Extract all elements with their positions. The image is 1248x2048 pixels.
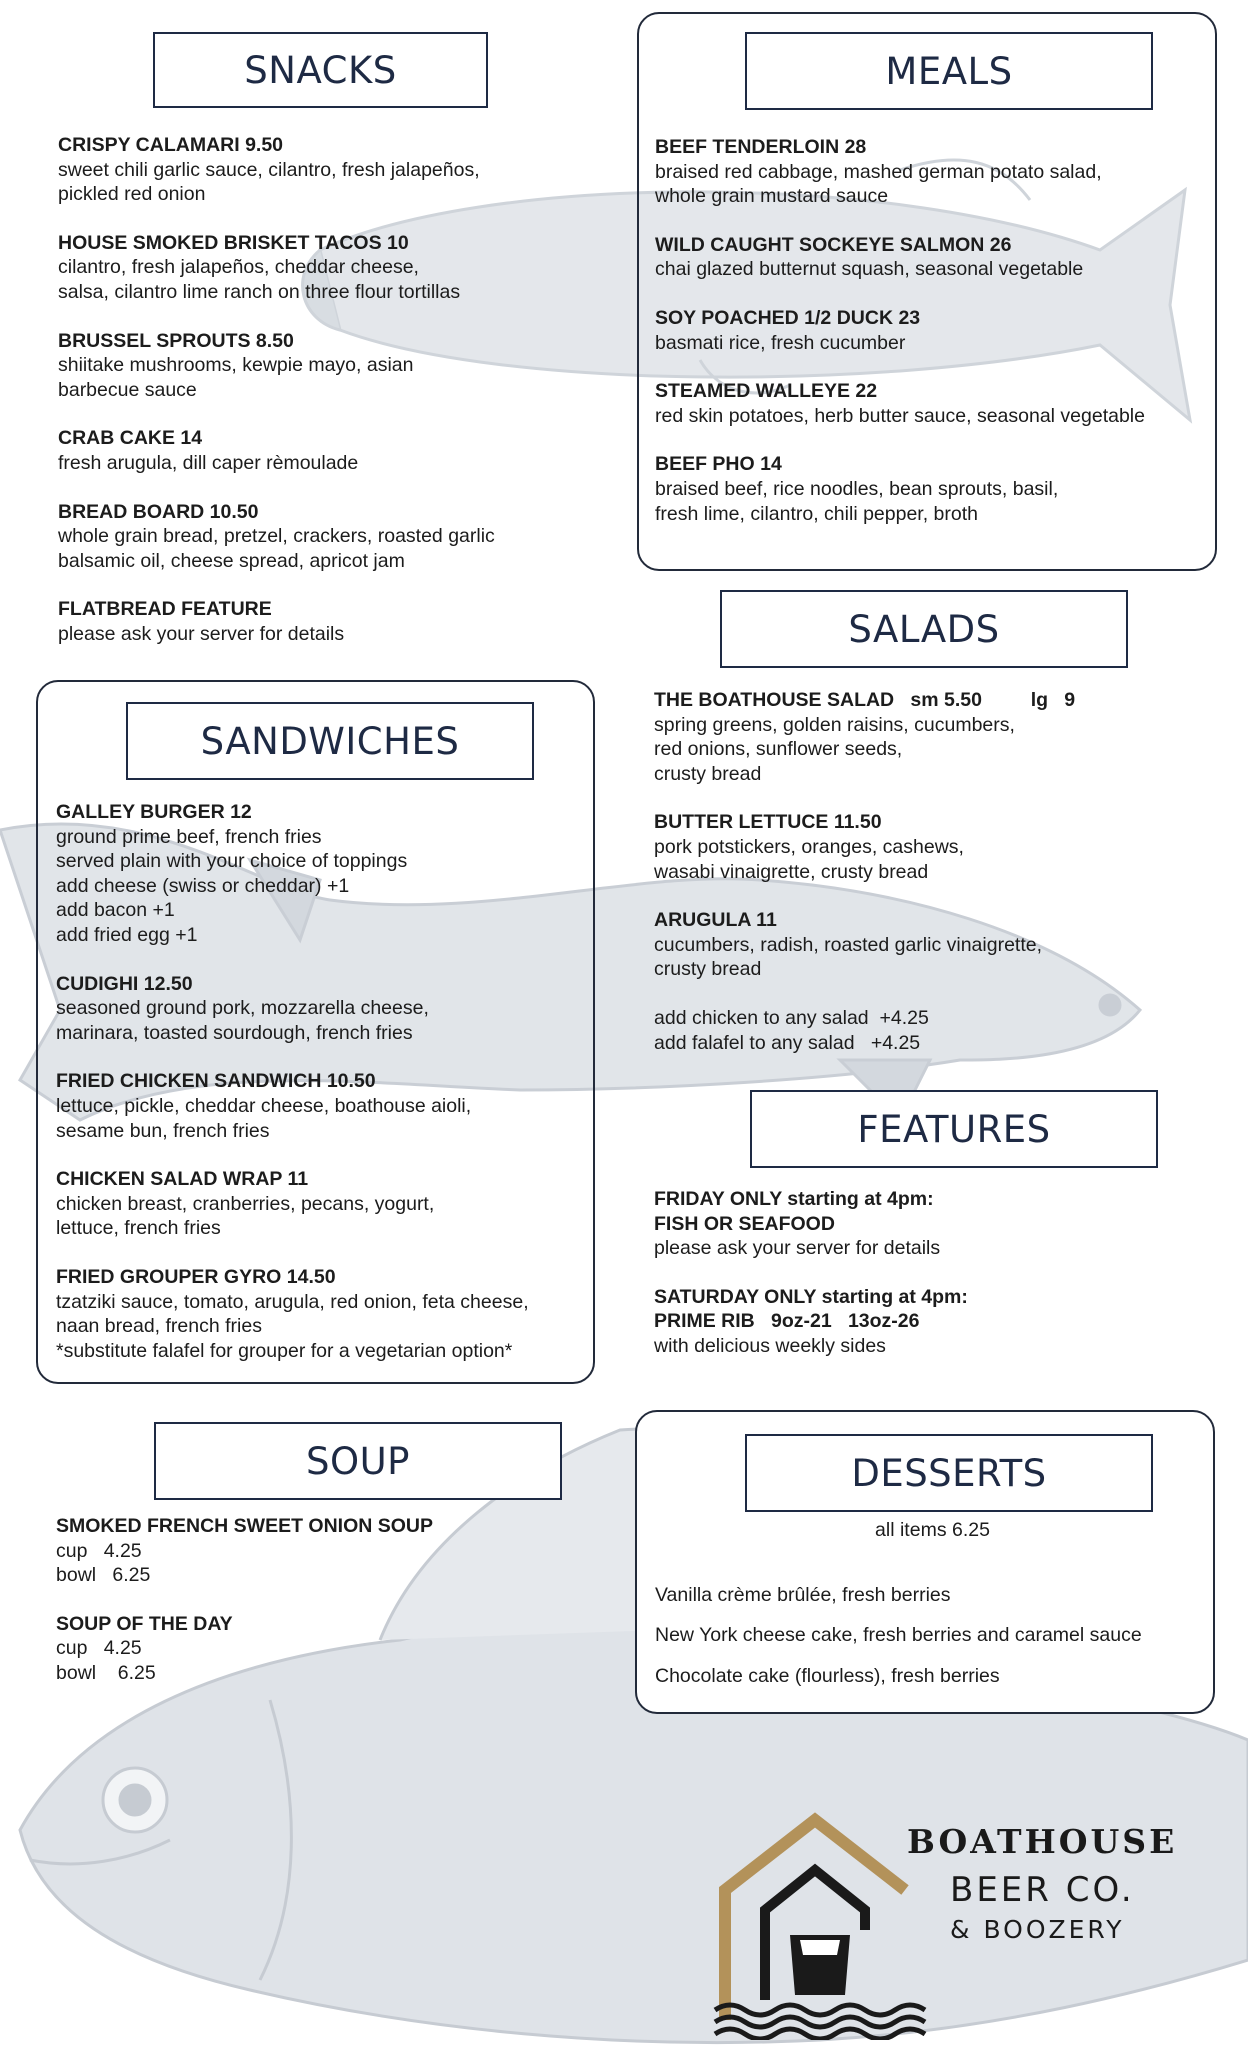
item-name: ARUGULA 11: [654, 909, 777, 932]
item-desc: ground prime beef, french fries: [56, 825, 322, 848]
logo-boozery-text: & BOOZERY: [950, 1915, 1125, 1944]
snacks-section: [40, 30, 600, 650]
item-desc: crusty bread: [654, 958, 762, 981]
sandwiches-items: [56, 800, 591, 1387]
menu-item: [655, 379, 1210, 428]
item-desc: tzatziki sauce, tomato, arugula, red onion, feta cheese,: [56, 1290, 529, 1313]
logo-beerco-text: BEER CO.: [950, 1870, 1135, 1910]
item-desc: whole grain mustard sauce: [655, 185, 889, 208]
menu-item: [56, 1167, 591, 1241]
dessert-item: Vanilla crème brûlée, fresh berries: [655, 1583, 951, 1606]
item-name: FRIDAY ONLY starting at 4pm:: [654, 1188, 934, 1210]
meals-section: [637, 12, 1217, 571]
item-name: WILD CAUGHT SOCKEYE SALMON 26: [655, 233, 1012, 256]
soup-title: SOUP: [305, 1439, 410, 1483]
menu-item: [655, 135, 1210, 209]
item-name: PRIME RIB 9oz-21 13oz-26: [654, 1310, 920, 1333]
item-desc: seasoned ground pork, mozzarella cheese,: [56, 997, 429, 1020]
snacks-header: [153, 32, 488, 108]
item-desc: crusty bread: [654, 762, 762, 785]
item-desc: cilantro, fresh jalapeños, cheddar cheese,: [58, 256, 419, 279]
item-desc: served plain with your choice of toppings: [56, 850, 408, 873]
item-desc: shiitake mushrooms, kewpie mayo, asian: [58, 354, 414, 377]
item-desc: lettuce, french fries: [56, 1217, 221, 1240]
item-desc: cup 4.25: [56, 1637, 142, 1660]
item-desc: add bacon +1: [56, 899, 175, 922]
menu-item: [655, 233, 1210, 282]
item-desc: sweet chili garlic sauce, cilantro, fresh jalapeños,: [58, 158, 480, 181]
salads-section: [637, 585, 1213, 1065]
meals-items: [655, 135, 1210, 550]
menu-item: [58, 500, 598, 574]
menu-item: [655, 306, 1210, 355]
item-desc: fresh lime, cilantro, chili pepper, broth: [655, 502, 978, 525]
menu-item: [56, 800, 591, 948]
item-desc: bowl 6.25: [56, 1661, 156, 1684]
item-name: FISH OR SEAFOOD: [654, 1212, 835, 1235]
item-desc: chicken breast, cranberries, pecans, yogurt,: [56, 1192, 435, 1215]
item-name: BRUSSEL SPROUTS 8.50: [58, 329, 294, 352]
features-items: [654, 1187, 1209, 1383]
item-desc: add cheese (swiss or cheddar) +1: [56, 874, 350, 897]
menu-item: [654, 810, 1209, 884]
features-header: [750, 1090, 1158, 1168]
item-name: BEEF PHO 14: [655, 453, 782, 476]
snacks-items: [58, 133, 598, 671]
dessert-item: Chocolate cake (flourless), fresh berries: [655, 1664, 1000, 1687]
desserts-section: [635, 1410, 1215, 1714]
item-name: SOUP OF THE DAY: [56, 1612, 233, 1635]
salads-title: SALADS: [848, 607, 1000, 651]
menu-item: [58, 426, 598, 475]
desserts-price-note: all items 6.25: [875, 1519, 990, 1541]
menu-item: [56, 972, 591, 1046]
menu-item: [654, 688, 1209, 786]
item-desc: add falafel to any salad +4.25: [654, 1031, 921, 1054]
item-name: GALLEY BURGER 12: [56, 801, 252, 823]
menu-item: [654, 1285, 1209, 1359]
salad-addons: [654, 1006, 1209, 1055]
item-name: THE BOATHOUSE SALAD sm 5.50 lg 9: [654, 689, 1076, 711]
features-title: FEATURES: [857, 1107, 1051, 1151]
item-desc: bowl 6.25: [56, 1564, 151, 1587]
logo-boathouse-text: BOATHOUSE: [907, 1822, 1178, 1861]
desserts-header: [745, 1434, 1153, 1512]
item-name: CHICKEN SALAD WRAP 11: [56, 1168, 309, 1191]
item-desc: chai glazed butternut squash, seasonal vegetable: [655, 258, 1084, 281]
item-name: BREAD BOARD 10.50: [58, 500, 259, 523]
menu-item: [654, 1187, 1209, 1261]
menu-item: [58, 231, 598, 305]
item-name: CRISPY CALAMARI 9.50: [58, 134, 284, 156]
item-name: STEAMED WALLEYE 22: [655, 380, 878, 403]
meals-title: MEALS: [885, 49, 1013, 93]
salads-header: [720, 590, 1128, 668]
item-desc: wasabi vinaigrette, crusty bread: [654, 860, 929, 883]
item-desc: cup 4.25: [56, 1539, 142, 1562]
item-desc: add fried egg +1: [56, 923, 198, 946]
menu-item: [56, 1265, 591, 1363]
item-desc: marinara, toasted sourdough, french fries: [56, 1021, 413, 1044]
item-desc: naan bread, french fries: [56, 1315, 262, 1338]
menu-item: [58, 329, 598, 403]
salads-items: [654, 688, 1209, 1079]
item-desc: pork potstickers, oranges, cashews,: [654, 835, 964, 858]
item-name: BUTTER LETTUCE 11.50: [654, 811, 882, 834]
item-desc: sesame bun, french fries: [56, 1119, 270, 1142]
item-name: BEEF TENDERLOIN 28: [655, 136, 867, 158]
item-name: CRAB CAKE 14: [58, 427, 203, 450]
item-name: CUDIGHI 12.50: [56, 972, 193, 995]
sandwiches-title: SANDWICHES: [200, 719, 460, 763]
item-desc: braised red cabbage, mashed german potato salad,: [655, 160, 1102, 183]
snacks-title: SNACKS: [244, 48, 397, 92]
item-name: SATURDAY ONLY starting at 4pm:: [654, 1285, 968, 1308]
item-desc: cucumbers, radish, roasted garlic vinaigrette,: [654, 933, 1043, 956]
meals-header: [745, 32, 1153, 110]
dessert-item: New York cheese cake, fresh berries and caramel sauce: [655, 1624, 1142, 1647]
desserts-items: [655, 1518, 1210, 1704]
item-desc: spring greens, golden raisins, cucumbers,: [654, 713, 1015, 736]
boathouse-logo-icon: [705, 1810, 945, 2040]
item-desc: *substitute falafel for grouper for a vegetarian option*: [56, 1339, 513, 1362]
item-desc: please ask your server for details: [58, 622, 345, 645]
sandwiches-section: [36, 680, 595, 1384]
menu-item: [56, 1612, 596, 1686]
item-name: FRIED GROUPER GYRO 14.50: [56, 1265, 336, 1288]
item-desc: add chicken to any salad +4.25: [654, 1006, 929, 1029]
item-desc: with delicious weekly sides: [654, 1334, 886, 1357]
item-desc: barbecue sauce: [58, 378, 197, 401]
item-name: HOUSE SMOKED BRISKET TACOS 10: [58, 231, 409, 254]
item-name: FRIED CHICKEN SANDWICH 10.50: [56, 1070, 376, 1093]
item-name: SMOKED FRENCH SWEET ONION SOUP: [56, 1515, 434, 1537]
item-desc: red onions, sunflower seeds,: [654, 738, 903, 761]
item-desc: braised beef, rice noodles, bean sprouts, basil,: [655, 477, 1059, 500]
item-desc: whole grain bread, pretzel, crackers, roasted garlic: [58, 525, 495, 548]
sandwiches-header: [126, 702, 534, 780]
item-desc: basmati rice, fresh cucumber: [655, 331, 906, 354]
item-desc: balsamic oil, cheese spread, apricot jam: [58, 549, 405, 572]
features-section: [637, 1085, 1213, 1385]
item-desc: fresh arugula, dill caper rèmoulade: [58, 451, 359, 474]
item-desc: lettuce, pickle, cheddar cheese, boathouse aioli,: [56, 1094, 472, 1117]
menu-item: [58, 597, 598, 646]
item-desc: please ask your server for details: [654, 1237, 941, 1260]
menu-item: [56, 1514, 596, 1588]
soup-section: [40, 1420, 600, 1700]
menu-item: [56, 1069, 591, 1143]
soup-items: [56, 1514, 596, 1710]
menu-item: [58, 133, 598, 207]
item-desc: red skin potatoes, herb butter sauce, seasonal vegetable: [655, 404, 1145, 427]
item-desc: pickled red onion: [58, 183, 206, 206]
item-name: FLATBREAD FEATURE: [58, 598, 272, 621]
item-desc: salsa, cilantro lime ranch on three flour tortillas: [58, 280, 461, 303]
menu-item: [654, 908, 1209, 982]
menu-item: [655, 452, 1210, 526]
item-name: SOY POACHED 1/2 DUCK 23: [655, 306, 921, 329]
desserts-title: DESSERTS: [851, 1451, 1047, 1495]
soup-header: [154, 1422, 562, 1500]
